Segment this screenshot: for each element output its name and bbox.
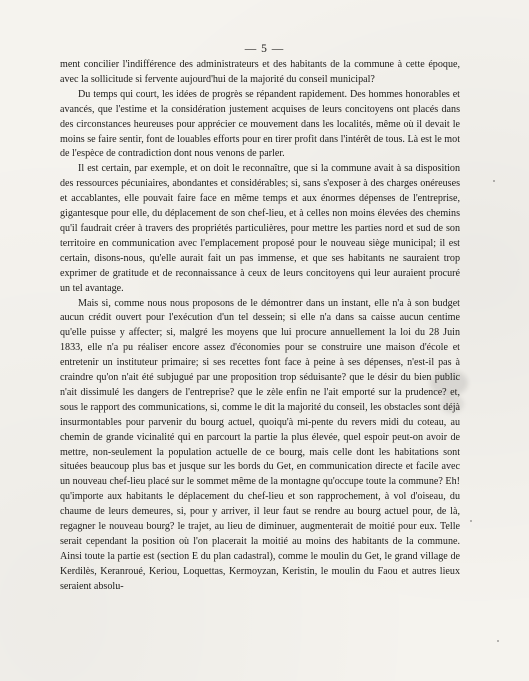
paragraph: ment concilier l'indifférence des administrateurs et des habitants de la commune à cette époque, avec la sollicitude si fervente aujourd'hui de la majorité du conseil municipal?	[60, 59, 460, 85]
paper-speck	[493, 180, 495, 182]
paragraph: Du temps qui court, les idées de progrès se répandent rapidement. Des hommes honorables et avancés, que l'estime et la considération justement acquises de leurs concitoyens ont placés dans des circonstances heureuses pour apprécier ce mouvement dans les localités, même où il devait le moins se faire sentir, font de louables efforts pour en tirer profit dans l'intérêt de tous. Là est le mot de l'espèce de contradiction dont nous venons de parler.	[60, 88, 460, 160]
page-number: — 5 —	[244, 43, 285, 55]
paragraph: Il est certain, par exemple, et on doit le reconnaître, que si la commune avait à sa disposition des ressources pécuniaires, abondantes et considérables; si, sans s'exposer à des charges onéreuses et accablantes, elle pouvait faire face en même temps et aux énormes dépenses de l'entreprise, gigantesque pour elle, du déplacement de son chef-lieu, et à celles non moins élevées des chemins qu'il faudrait créer à travers des propriétés particulières, pour mettre les parties nord et sud de son territoire en communication avec l'emplacement proposé pour le nouveau siège municipal; il est certain, disons-nous, qu'elle aurait fait un pas immense, et que ses habitants ne sauraient trop exprimer de gratitude et de reconnaissance à ceux de leurs concitoyens qui leur auraient procuré un tel avantage.	[60, 163, 460, 294]
paragraph: Mais si, comme nous nous proposons de le démontrer dans un instant, elle n'a à son budget aucun crédit ouvert pour l'exécution d'un tel dessein; si elle n'a dans sa caisse aucun centime qu'elle puisse y affecter; si, malgré les moyens que lui procure annuellement la loi du 28 Juin 1833, elle n'a pu réaliser encore assez d'économies pour se construire une maison d'école et entretenir un instituteur primaire; si ses recettes font face à peine à ses dépenses, n'est-il pas à craindre qu'on n'ait été subjugué par une proposition trop séduisante? que le désir du bien public n'ait dissimulé les dangers de l'entreprise? que le zèle enfin ne l'ait emporté sur la prudence? et, sous le rapport des communications, si, comme le dit la majorité du conseil, les obstacles sont déjà insurmontables pour parvenir du bourg actuel, quoiqu'à mi-pente du revers midi du coteau, au chemin de grande vicinalité qui en parcourt la partie la plus élevée, quel espoir peut-on avoir de mettre, non-seulement la population actuelle de ce bourg, mais celle dont les habitations sont situées beaucoup plus bas et jusque sur les bords du Get, en communication directe et facile avec un nouveau chef-lieu placé sur le sommet même de la montagne qu'occupe toute la commune? Eh! qu'importe aux habitants le déplacement du chef-lieu et son rapprochement, à vol d'oiseau, du chaume de leurs demeures, si, pour y arriver, il leur faut se rendre au bourg actuel pour, de là, regagner le nouveau bourg? le trajet, au lieu de diminuer, augmenterait de moitié pour eux. Telle serait cependant la position où l'on placerait la moitié au moins des habitants de la commune. Ainsi toute la partie est (section E du plan cadastral), comme le moulin du Get, le grand village de Kerdilès, Keranroué, Keriou, Loquettas, Kermoyzan, Keristin, le moulin du Faou et autres lieux seraient absolu-	[60, 297, 460, 592]
body-text	[60, 58, 460, 595]
paper-speck	[497, 640, 499, 642]
paper-speck	[470, 520, 472, 522]
